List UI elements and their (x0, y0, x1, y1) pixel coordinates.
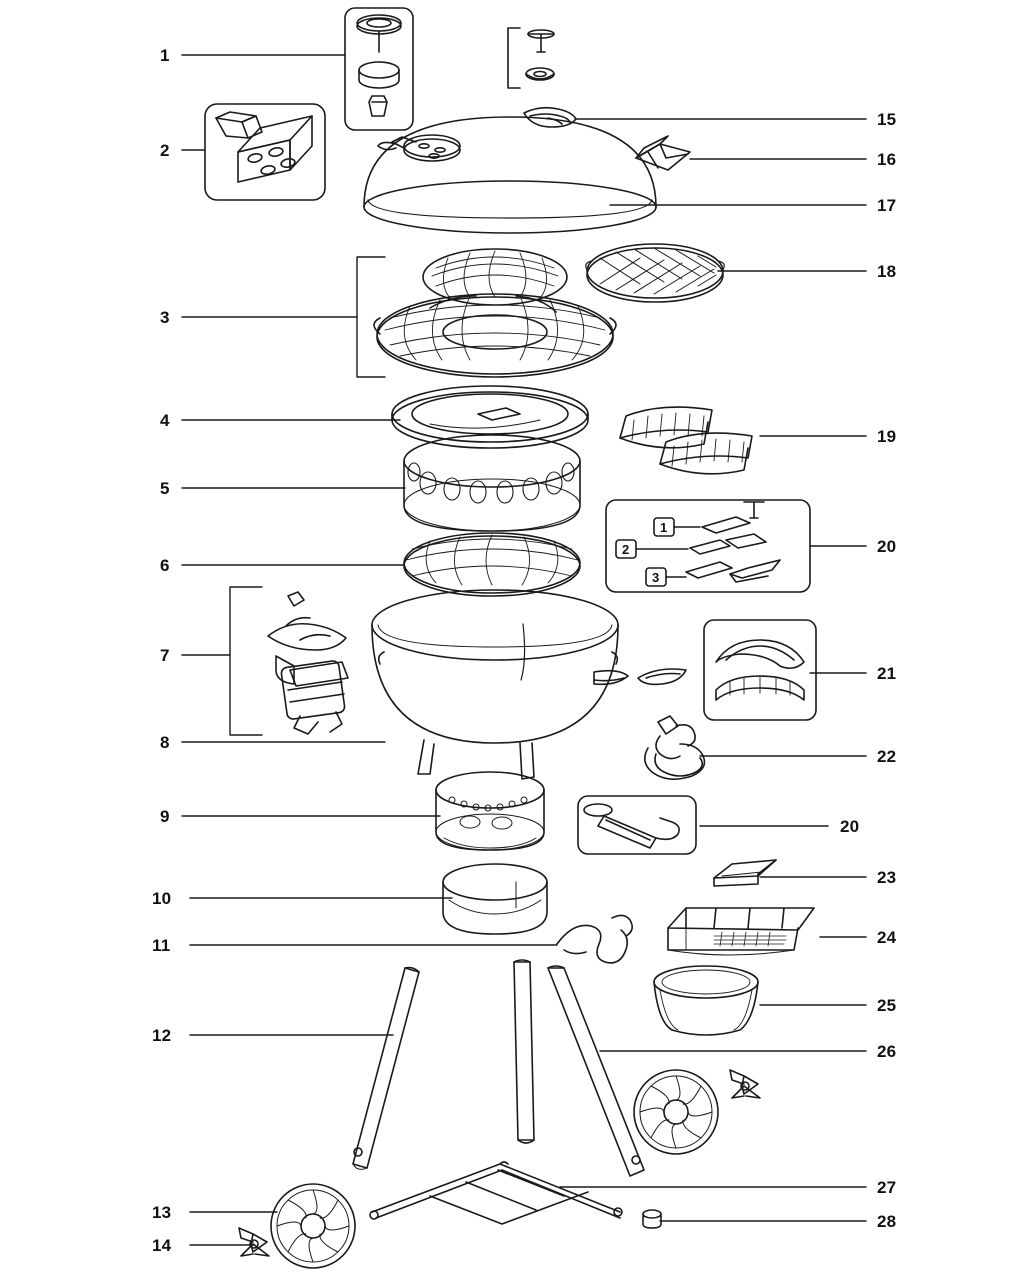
callout-25: 25 (877, 996, 897, 1015)
part-14-wheel-cap-right (730, 1070, 760, 1098)
part-7-thermometer-assembly (268, 592, 348, 734)
callout-22: 22 (877, 747, 897, 766)
callout-15: 15 (877, 110, 897, 129)
callout-5: 5 (160, 479, 170, 498)
part-21-handle-inset (704, 620, 816, 720)
part-6-charcoal-grate (404, 533, 580, 596)
part-20b-tool-inset (578, 796, 696, 854)
callout-1: 1 (160, 46, 170, 65)
callout-17: 17 (877, 196, 897, 215)
inset-number-2: 2 (622, 542, 630, 557)
part-13-wheel-right (634, 1070, 718, 1154)
part-27-brace-frame (370, 1162, 622, 1224)
callout-16: 16 (877, 150, 897, 169)
callout-12: 12 (152, 1026, 172, 1045)
part-21-handle-loose (638, 669, 686, 684)
part-4-char-ring (392, 386, 588, 448)
callout-11: 11 (152, 936, 171, 955)
callout-2: 2 (160, 141, 170, 160)
part-10-ash-catcher (443, 864, 547, 934)
part-5-charcoal-ring (404, 435, 580, 531)
part-12-leg-left (353, 968, 419, 1170)
callout-20-tool: 20 (840, 817, 860, 836)
callout-26: 26 (877, 1042, 897, 1061)
callout-8: 8 (160, 733, 170, 752)
part-28-leg-cap (643, 1210, 661, 1228)
part-22-damper-handle (645, 716, 705, 779)
part-17-lid (364, 117, 656, 233)
callout-21: 21 (877, 664, 897, 683)
callout-24: 24 (877, 928, 897, 947)
callout-4: 4 (160, 411, 170, 430)
part-23-tool-hook (714, 860, 776, 886)
callout-23: 23 (877, 868, 897, 887)
callout-13: 13 (152, 1203, 172, 1222)
callout-18: 18 (877, 262, 897, 281)
callout-9: 9 (160, 807, 170, 826)
callout-6: 6 (160, 556, 170, 575)
callout-3: 3 (160, 308, 170, 327)
part-9-vent-ring (436, 772, 544, 850)
part-20-hardware-inset (606, 500, 810, 592)
part-3-cooking-grate (374, 249, 616, 377)
part-25-ash-bucket (654, 966, 758, 1035)
part-1-fastener-group (508, 28, 554, 88)
part-18-sear-grate (586, 244, 725, 302)
part-11-ash-clip (557, 915, 632, 962)
callout-7: 7 (160, 646, 170, 665)
callout-14: 14 (152, 1236, 172, 1255)
callout-27: 27 (877, 1178, 897, 1197)
part-1-damper-inset (345, 8, 413, 130)
part-13-wheel (271, 1184, 355, 1268)
part-26-leg-center (514, 960, 534, 1143)
part-24-drip-tray (668, 908, 814, 955)
callout-28: 28 (877, 1212, 897, 1231)
callout-19: 19 (877, 427, 897, 446)
part-26-leg-right (548, 966, 644, 1176)
part-16-heat-shield (636, 136, 690, 170)
inset-number-3: 3 (652, 570, 660, 585)
part-8-bowl (372, 590, 628, 779)
callout-20: 20 (877, 537, 897, 556)
part-2-vent-plate-inset (205, 104, 325, 200)
part-19-char-baskets (620, 407, 752, 474)
callout-10: 10 (152, 889, 172, 908)
inset-number-1: 1 (660, 520, 668, 535)
part-14-wheel-cap (239, 1228, 269, 1256)
